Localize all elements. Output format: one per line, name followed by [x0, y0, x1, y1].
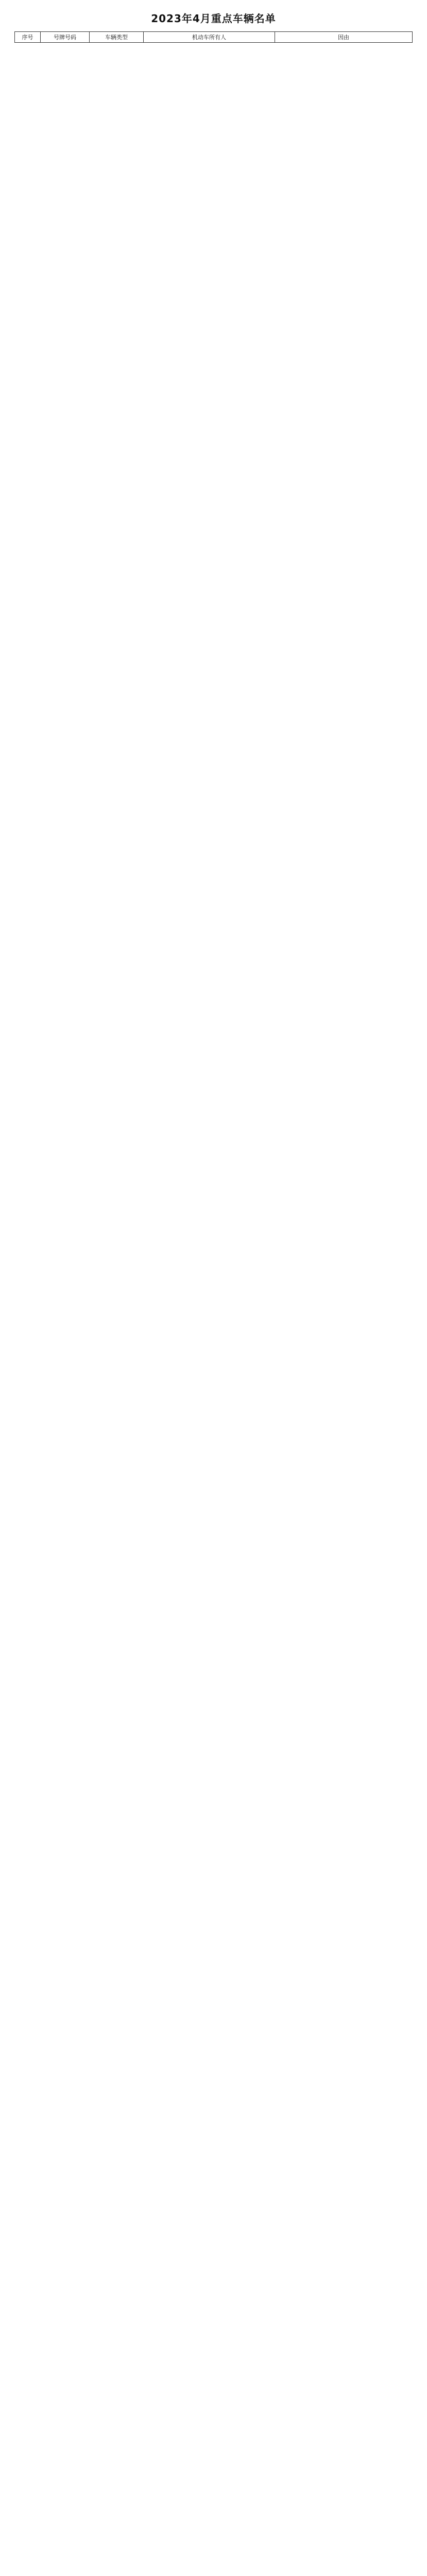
document-title: 2023年4月重点车辆名单 — [151, 12, 276, 25]
document-page — [0, 0, 427, 55]
header-vehicle-type: 车辆类型 — [90, 32, 144, 43]
table-header — [15, 32, 413, 43]
header-reason: 因由 — [275, 32, 413, 43]
header-plate: 号牌号码 — [41, 32, 90, 43]
header-index: 序号 — [15, 32, 41, 43]
key-vehicle-table — [14, 31, 413, 43]
header-owner: 机动车所有人 — [144, 32, 275, 43]
header-row — [15, 32, 413, 43]
